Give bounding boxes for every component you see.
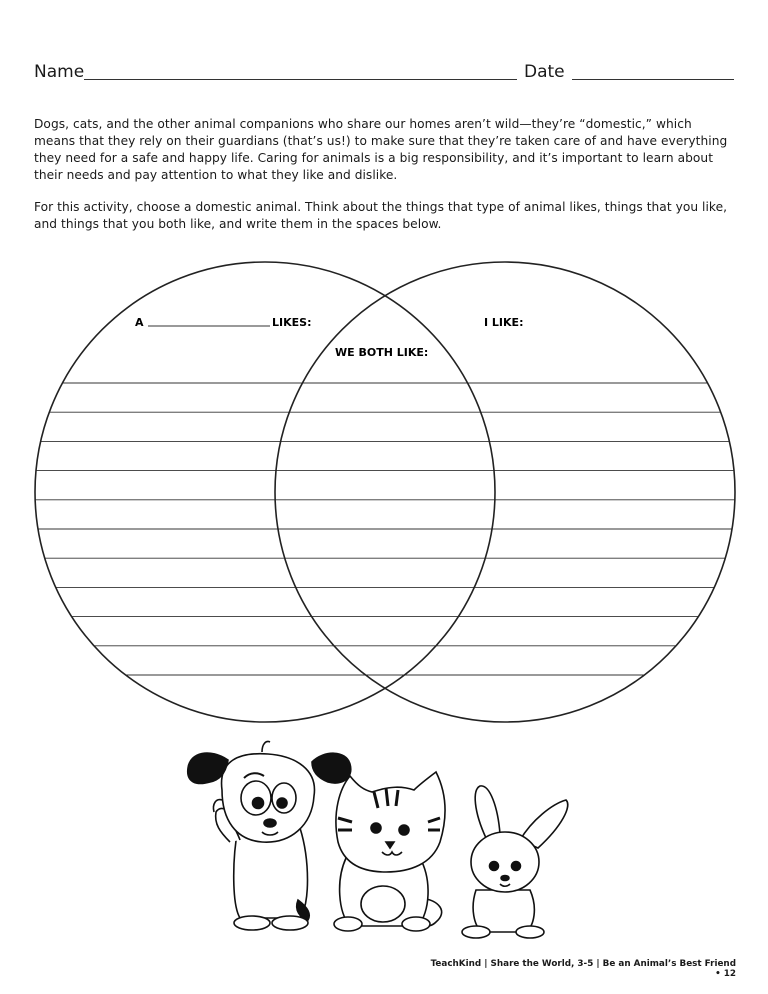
- kitten-illustration: [334, 772, 445, 931]
- i-like-label: I LIKE:: [484, 316, 524, 329]
- venn-writing-lines[interactable]: [35, 383, 735, 675]
- both-like-label: WE BOTH LIKE:: [335, 346, 429, 359]
- left-likes-label: LIKES:: [272, 316, 312, 329]
- bunny-illustration: [462, 786, 568, 938]
- venn-right-circle: [275, 262, 735, 722]
- page-footer: TeachKind | Share the World, 3-5 | Be an Animal’s Best Friend • 12: [430, 959, 736, 979]
- venn-left-circle: [35, 262, 495, 722]
- left-prefix-label: A: [135, 316, 144, 329]
- name-label: Name: [34, 62, 85, 82]
- instructions-paragraph: For this activity, choose a domestic animal. Think about the things that type of animal likes, things that you like, and things that you both like, and write them in the spaces below.: [34, 200, 728, 231]
- date-label: Date: [524, 62, 565, 82]
- intro-paragraph: Dogs, cats, and the other animal companions who share our homes aren’t wild—they’re “domestic,” which means that they rely on their guardians (that’s us!) to make sure that they’re taken care of and have everything they need for a safe and happy life. Caring for animals is a big responsibility, and it’s important to learn about their needs and pay attention to what they like and dislike.: [34, 117, 728, 182]
- puppy-illustration: [188, 741, 351, 930]
